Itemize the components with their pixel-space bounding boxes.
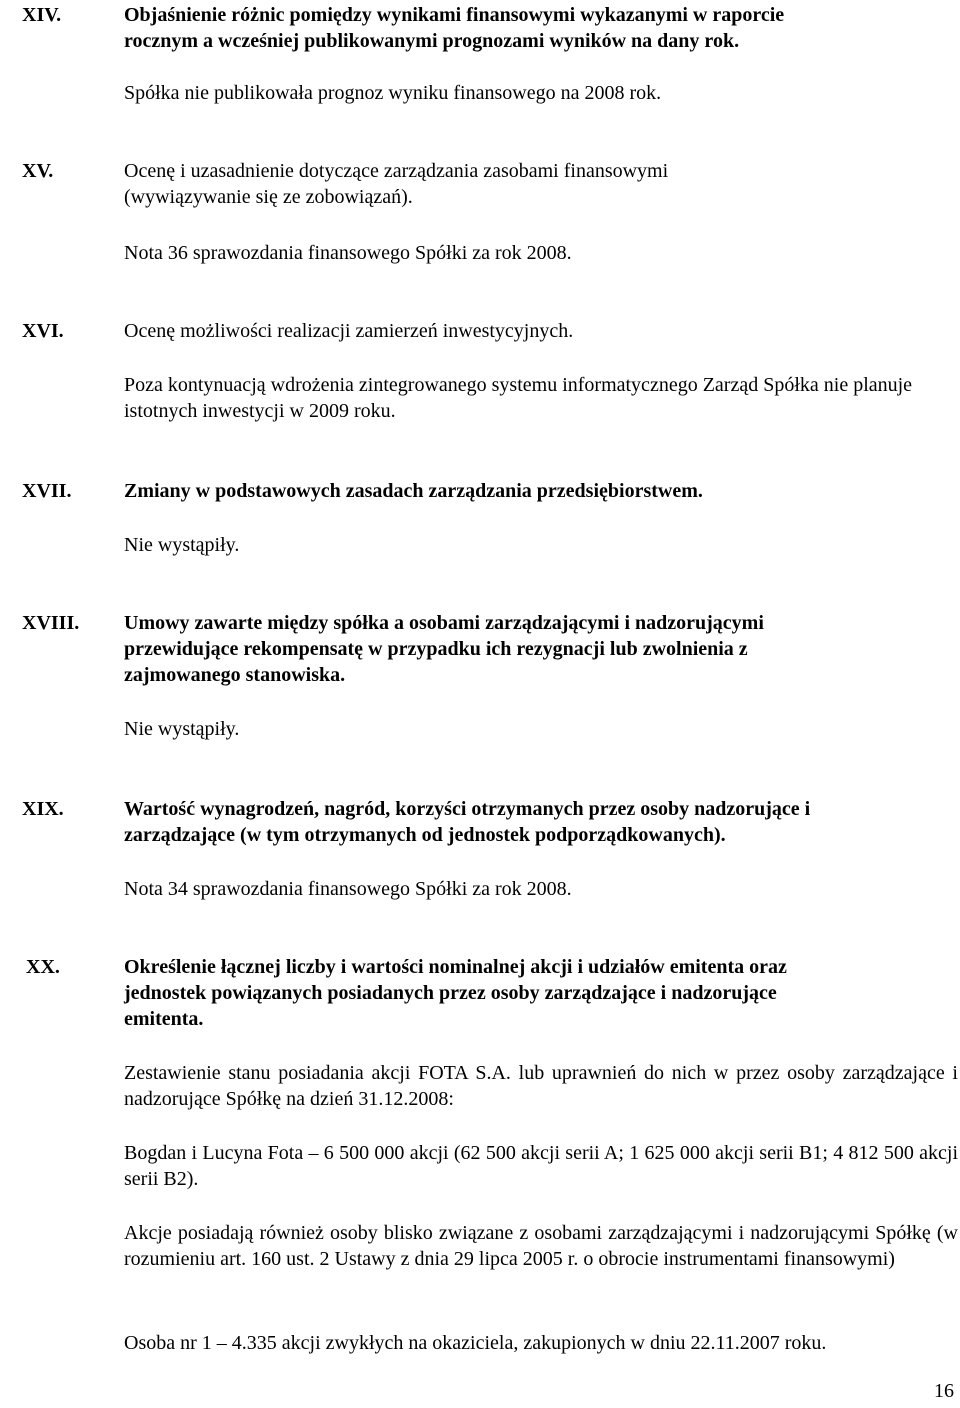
heading-line: Objaśnienie różnic pomiędzy wynikami finansowymi wykazanymi w raporcie (124, 4, 785, 26)
heading-line: Ocenę i uzasadnienie dotyczące zarządzania zasobami finansowymi (124, 160, 669, 182)
page-number: 16 (934, 1380, 954, 1402)
heading-line: Zmiany w podstawowych zasadach zarządzania przedsiębiorstwem. (124, 480, 703, 502)
section-body: Zestawienie stanu posiadania akcji FOTA S.A. lub uprawnień do nich w przez osoby zarządzające i nadzorujące Spółkę na dzień 31.12.2008: (124, 1062, 958, 1110)
section-body: Nota 36 sprawozdania finansowego Spółki za rok 2008. (124, 242, 572, 264)
section-heading (124, 954, 958, 1032)
heading-line: rocznym a wcześniej publikowanymi prognozami wyników na dany rok. (124, 30, 740, 52)
section-body: Nie wystąpiły. (124, 534, 240, 556)
heading-line: emitenta. (124, 1008, 204, 1030)
section-heading (124, 796, 958, 848)
section-numeral: XVII. (22, 480, 72, 502)
section-body: Nie wystąpiły. (124, 718, 240, 740)
heading-line: Określenie łącznej liczby i wartości nominalnej akcji i udziałów emitenta oraz (124, 956, 787, 978)
heading-line: zarządzające (w tym otrzymanych od jednostek podporządkowanych). (124, 824, 726, 846)
section-heading (124, 318, 958, 344)
section-numeral: XX. (26, 956, 60, 978)
section-heading (124, 2, 958, 54)
section-numeral: XVI. (22, 320, 64, 342)
section-body: Spółka nie publikowała prognoz wyniku finansowego na 2008 rok. (124, 82, 662, 104)
section-body: Akcje posiadają również osoby blisko związane z osobami zarządzającymi i nadzorującymi Spółkę (w rozumieniu art. 160 ust. 2 Ustawy z dnia 29 lipca 2005 r. o obrocie instrumentami finansowymi) (124, 1222, 958, 1270)
section-body: Poza kontynuacją wdrożenia zintegrowanego systemu informatycznego Zarząd Spółka nie planuje istotnych inwestycji w 2009 roku. (124, 374, 913, 422)
heading-line: (wywiązywanie się ze zobowiązań). (124, 186, 413, 208)
heading-line: Wartość wynagrodzeń, nagród, korzyści otrzymanych przez osoby nadzorujące i (124, 798, 811, 820)
section-numeral: XVIII. (22, 612, 80, 634)
section-numeral: XIV. (22, 4, 62, 26)
heading-line: zajmowanego stanowiska. (124, 664, 346, 686)
section-body: Bogdan i Lucyna Fota – 6 500 000 akcji (62 500 akcji serii A; 1 625 000 akcji serii B1; 4 812 500 akcji serii B2). (124, 1142, 958, 1190)
section-body: Nota 34 sprawozdania finansowego Spółki za rok 2008. (124, 878, 572, 900)
heading-line: przewidujące rekompensatę w przypadku ich rezygnacji lub zwolnienia z (124, 638, 748, 660)
section-numeral: XV. (22, 160, 54, 182)
section-body: Osoba nr 1 – 4.335 akcji zwykłych na okaziciela, zakupionych w dniu 22.11.2007 roku. (124, 1332, 827, 1354)
section-numeral: XIX. (22, 798, 64, 820)
section-heading (124, 158, 958, 210)
heading-line: Umowy zawarte między spółka a osobami zarządzającymi i nadzorującymi (124, 612, 764, 634)
section-heading (124, 478, 958, 504)
heading-line: jednostek powiązanych posiadanych przez osoby zarządzające i nadzorujące (124, 982, 777, 1004)
section-heading (124, 610, 958, 688)
heading-line: Ocenę możliwości realizacji zamierzeń inwestycyjnych. (124, 320, 574, 342)
